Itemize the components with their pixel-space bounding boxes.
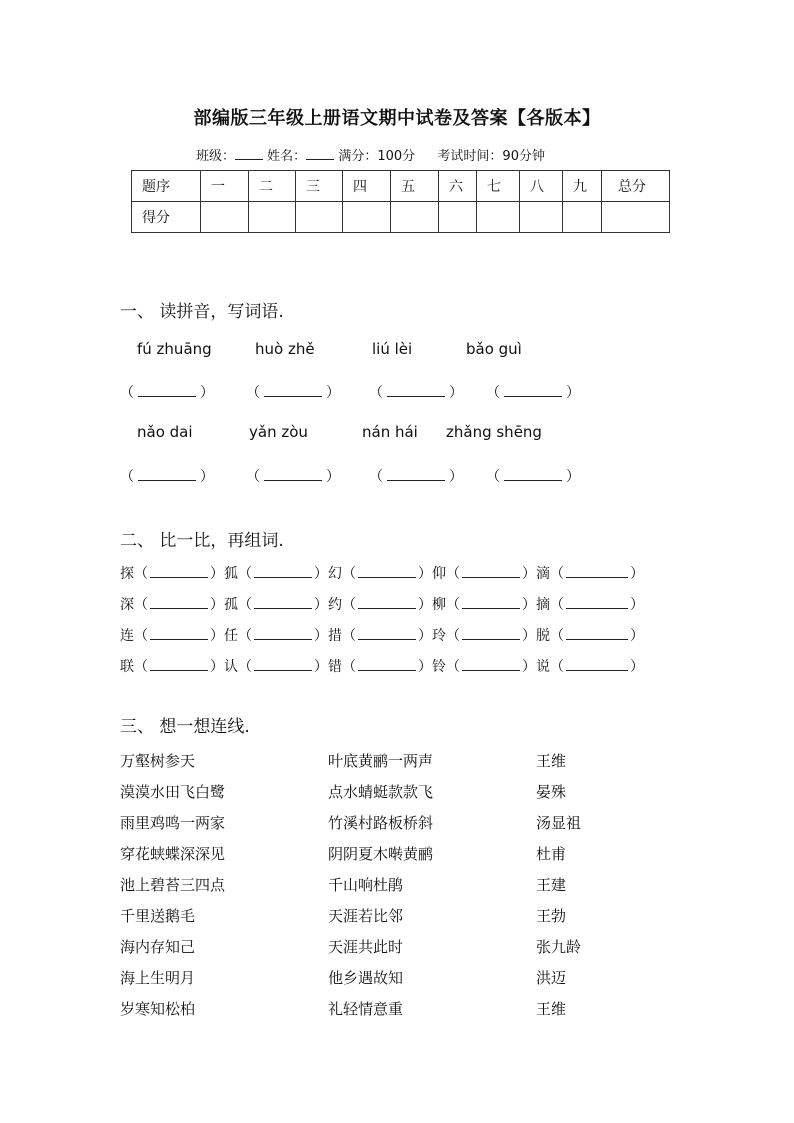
- compare-blank[interactable]: [358, 595, 416, 609]
- compare-blank[interactable]: [566, 626, 628, 640]
- score-cell[interactable]: [563, 202, 602, 233]
- poem-line-second[interactable]: 千山响杜鹃: [328, 876, 404, 894]
- score-cell[interactable]: [602, 202, 670, 233]
- compare-blank[interactable]: [462, 626, 520, 640]
- compare-blank[interactable]: [566, 595, 628, 609]
- header-cell: 四: [343, 171, 391, 202]
- compare-blank[interactable]: [462, 595, 520, 609]
- poem-line-first[interactable]: 雨里鸡鸣一两家: [120, 814, 226, 832]
- pinyin: huò zhě: [255, 340, 315, 358]
- poet-name[interactable]: 王建: [536, 876, 567, 894]
- class-label: 班级：: [196, 149, 236, 164]
- compare-blank[interactable]: [462, 657, 520, 671]
- compare-blank[interactable]: [150, 626, 208, 640]
- header-cell: 九: [563, 171, 602, 202]
- poem-line-first[interactable]: 穿花蛱蝶深深见: [120, 845, 226, 863]
- compare-blank[interactable]: [254, 595, 312, 609]
- answer-blank[interactable]: （ ）: [486, 469, 580, 485]
- score-cell[interactable]: [201, 202, 249, 233]
- score-cell[interactable]: [296, 202, 343, 233]
- row-label: 得分: [132, 202, 201, 233]
- score-table-header-row: [132, 171, 670, 202]
- poem-line-first[interactable]: 海内存知己: [120, 938, 196, 956]
- compare-blank[interactable]: [566, 564, 628, 578]
- pinyin: nán hái: [362, 423, 418, 441]
- header-cell: 二: [249, 171, 296, 202]
- name-label: 姓名：: [267, 149, 307, 164]
- section-1-heading: 一、 读拼音，写词语.: [120, 302, 284, 322]
- class-blank[interactable]: [235, 147, 263, 160]
- poem-line-first[interactable]: 岁寒知松柏: [120, 1000, 196, 1018]
- section-3-heading: 三、 想一想连线.: [120, 717, 250, 737]
- answer-blank[interactable]: （ ）: [369, 469, 463, 485]
- answer-blank[interactable]: （ ）: [246, 385, 340, 401]
- poem-line-first[interactable]: 万壑树参天: [120, 752, 196, 770]
- compare-blank[interactable]: [254, 657, 312, 671]
- compare-blank[interactable]: [150, 595, 208, 609]
- pinyin: nǎo dai: [137, 423, 193, 441]
- header-cell: 一: [201, 171, 249, 202]
- answer-blank[interactable]: （ ）: [120, 385, 214, 401]
- compare-blank[interactable]: [358, 657, 416, 671]
- poem-line-second[interactable]: 点水蜻蜓款款飞: [328, 783, 434, 801]
- poem-line-second[interactable]: 叶底黄鹂一两声: [328, 752, 434, 770]
- poet-name[interactable]: 洪迈: [536, 969, 567, 987]
- answer-blank[interactable]: （ ）: [486, 385, 580, 401]
- poet-name[interactable]: 汤显祖: [536, 814, 582, 832]
- header-cell: 总分: [602, 171, 670, 202]
- answer-blank[interactable]: （ ）: [120, 469, 214, 485]
- pinyin: fú zhuāng: [137, 340, 212, 358]
- compare-row: 连（ ）任（ ）措（ ）玲（ ）脱（ ）: [120, 628, 644, 644]
- poem-line-second[interactable]: 礼轻情意重: [328, 1000, 404, 1018]
- page-title: 部编版三年级上册语文期中试卷及答案【各版本】: [193, 108, 601, 129]
- score-table-score-row: [132, 202, 670, 233]
- score-cell[interactable]: [249, 202, 296, 233]
- header-cell: 七: [477, 171, 520, 202]
- score-cell[interactable]: [439, 202, 477, 233]
- poem-line-second[interactable]: 阴阴夏木啭黄鹂: [328, 845, 434, 863]
- compare-row: 深（ ）孤（ ）约（ ）柳（ ）摘（ ）: [120, 597, 644, 613]
- header-cell: 题序: [132, 171, 201, 202]
- section-2-heading: 二、 比一比，再组词.: [120, 531, 284, 551]
- pinyin: bǎo guì: [466, 340, 522, 358]
- score-cell[interactable]: [343, 202, 391, 233]
- compare-blank[interactable]: [462, 564, 520, 578]
- score-cell[interactable]: [477, 202, 520, 233]
- poem-line-first[interactable]: 漠漠水田飞白鹭: [120, 783, 226, 801]
- poet-name[interactable]: 张九龄: [536, 938, 582, 956]
- compare-row: 联（ ）认（ ）错（ ）铃（ ）说（ ）: [120, 659, 644, 675]
- score-cell[interactable]: [391, 202, 439, 233]
- header-cell: 五: [391, 171, 439, 202]
- compare-blank[interactable]: [358, 626, 416, 640]
- score-cell[interactable]: [520, 202, 563, 233]
- poet-name[interactable]: 晏殊: [536, 783, 567, 801]
- poem-line-second[interactable]: 天涯若比邻: [328, 907, 404, 925]
- poet-name[interactable]: 王勃: [536, 907, 567, 925]
- compare-blank[interactable]: [358, 564, 416, 578]
- compare-row: 探（ ）狐（ ）幻（ ）仰（ ）滴（ ）: [120, 566, 644, 582]
- exam-time: 考试时间：90分钟: [437, 149, 545, 164]
- compare-blank[interactable]: [566, 657, 628, 671]
- header-cell: 八: [520, 171, 563, 202]
- pinyin: zhǎng shēng: [446, 423, 542, 441]
- full-score: 满分：100分: [338, 149, 416, 164]
- poem-line-second[interactable]: 他乡遇故知: [328, 969, 404, 987]
- poem-line-first[interactable]: 海上生明月: [120, 969, 196, 987]
- compare-blank[interactable]: [254, 564, 312, 578]
- answer-blank[interactable]: （ ）: [369, 385, 463, 401]
- poem-line-first[interactable]: 池上碧苔三四点: [120, 876, 226, 894]
- compare-blank[interactable]: [254, 626, 312, 640]
- poet-name[interactable]: 杜甫: [536, 845, 567, 863]
- name-blank[interactable]: [306, 147, 334, 160]
- header-cell: 六: [439, 171, 477, 202]
- poem-line-second[interactable]: 天涯共此时: [328, 938, 404, 956]
- poet-name[interactable]: 王维: [536, 1000, 567, 1018]
- header-cell: 三: [296, 171, 343, 202]
- poem-line-second[interactable]: 竹溪村路板桥斜: [328, 814, 434, 832]
- poet-name[interactable]: 王维: [536, 752, 567, 770]
- score-table: [131, 170, 670, 233]
- answer-blank[interactable]: （ ）: [246, 469, 340, 485]
- student-info-line: [196, 145, 545, 164]
- compare-blank[interactable]: [150, 564, 208, 578]
- poem-line-first[interactable]: 千里送鹅毛: [120, 907, 196, 925]
- compare-blank[interactable]: [150, 657, 208, 671]
- pinyin: liú lèi: [372, 340, 413, 358]
- pinyin: yǎn zòu: [249, 423, 308, 441]
